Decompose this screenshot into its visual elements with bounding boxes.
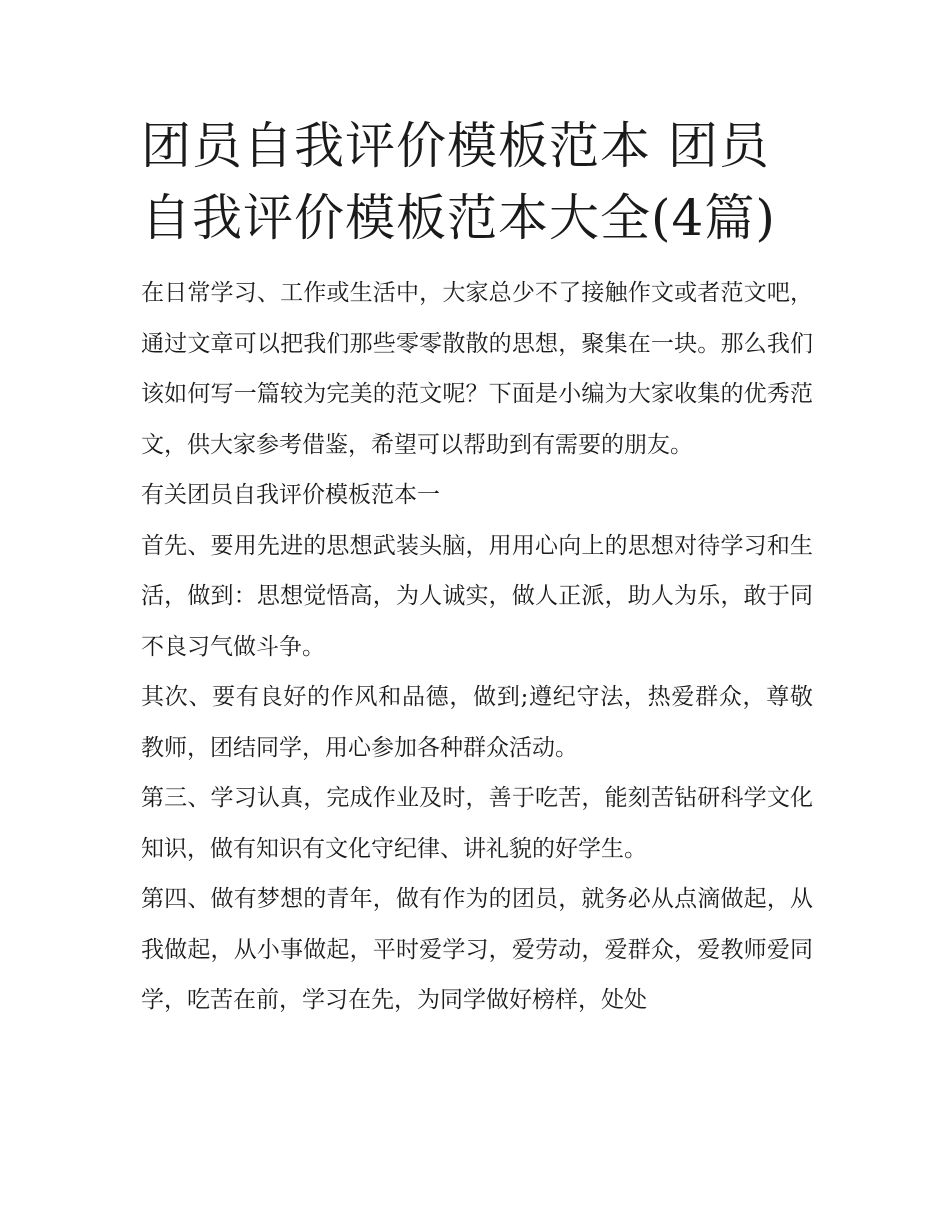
body-paragraph-1: 首先、要用先进的思想武装头脑，用用心向上的思想对待学习和生活，做到：思想觉悟高，为人诚实，做人正派，助人为乐，敢于同不良习气做斗争。	[141, 532, 813, 660]
body-paragraph-3: 第三、学习认真，完成作业及时，善于吃苦，能刻苦钻研科学文化知识，做有知识有文化守纪律、讲礼貌的好学生。	[141, 785, 813, 862]
body-paragraph-2: 其次、要有良好的作风和品德，做到;遵纪守法，热爱群众，尊敬教师，团结同学，用心参加各种群众活动。	[141, 684, 813, 761]
body-paragraph-4: 第四、做有梦想的青年，做有作为的团员，就务必从点滴做起，从我做起，从小事做起，平时爱学习，爱劳动，爱群众，爱教师爱同学，吃苦在前，学习在先，为同学做好榜样，处处	[141, 886, 813, 1013]
document-title: 团员自我评价模板范本 团员自我评价模板范本大全(4篇)	[141, 117, 776, 247]
intro-paragraph: 在日常学习、工作或生活中，大家总少不了接触作文或者范文吧，通过文章可以把我们那些零零散散的思想，聚集在一块。那么我们该如何写一篇较为完美的范文呢？下面是小编为大家收集的优秀范文，供大家参考借鉴，希望可以帮助到有需要的朋友。	[141, 280, 813, 458]
document-page	[141, 110, 813, 1026]
section-heading: 有关团员自我评价模板范本一	[141, 482, 440, 508]
